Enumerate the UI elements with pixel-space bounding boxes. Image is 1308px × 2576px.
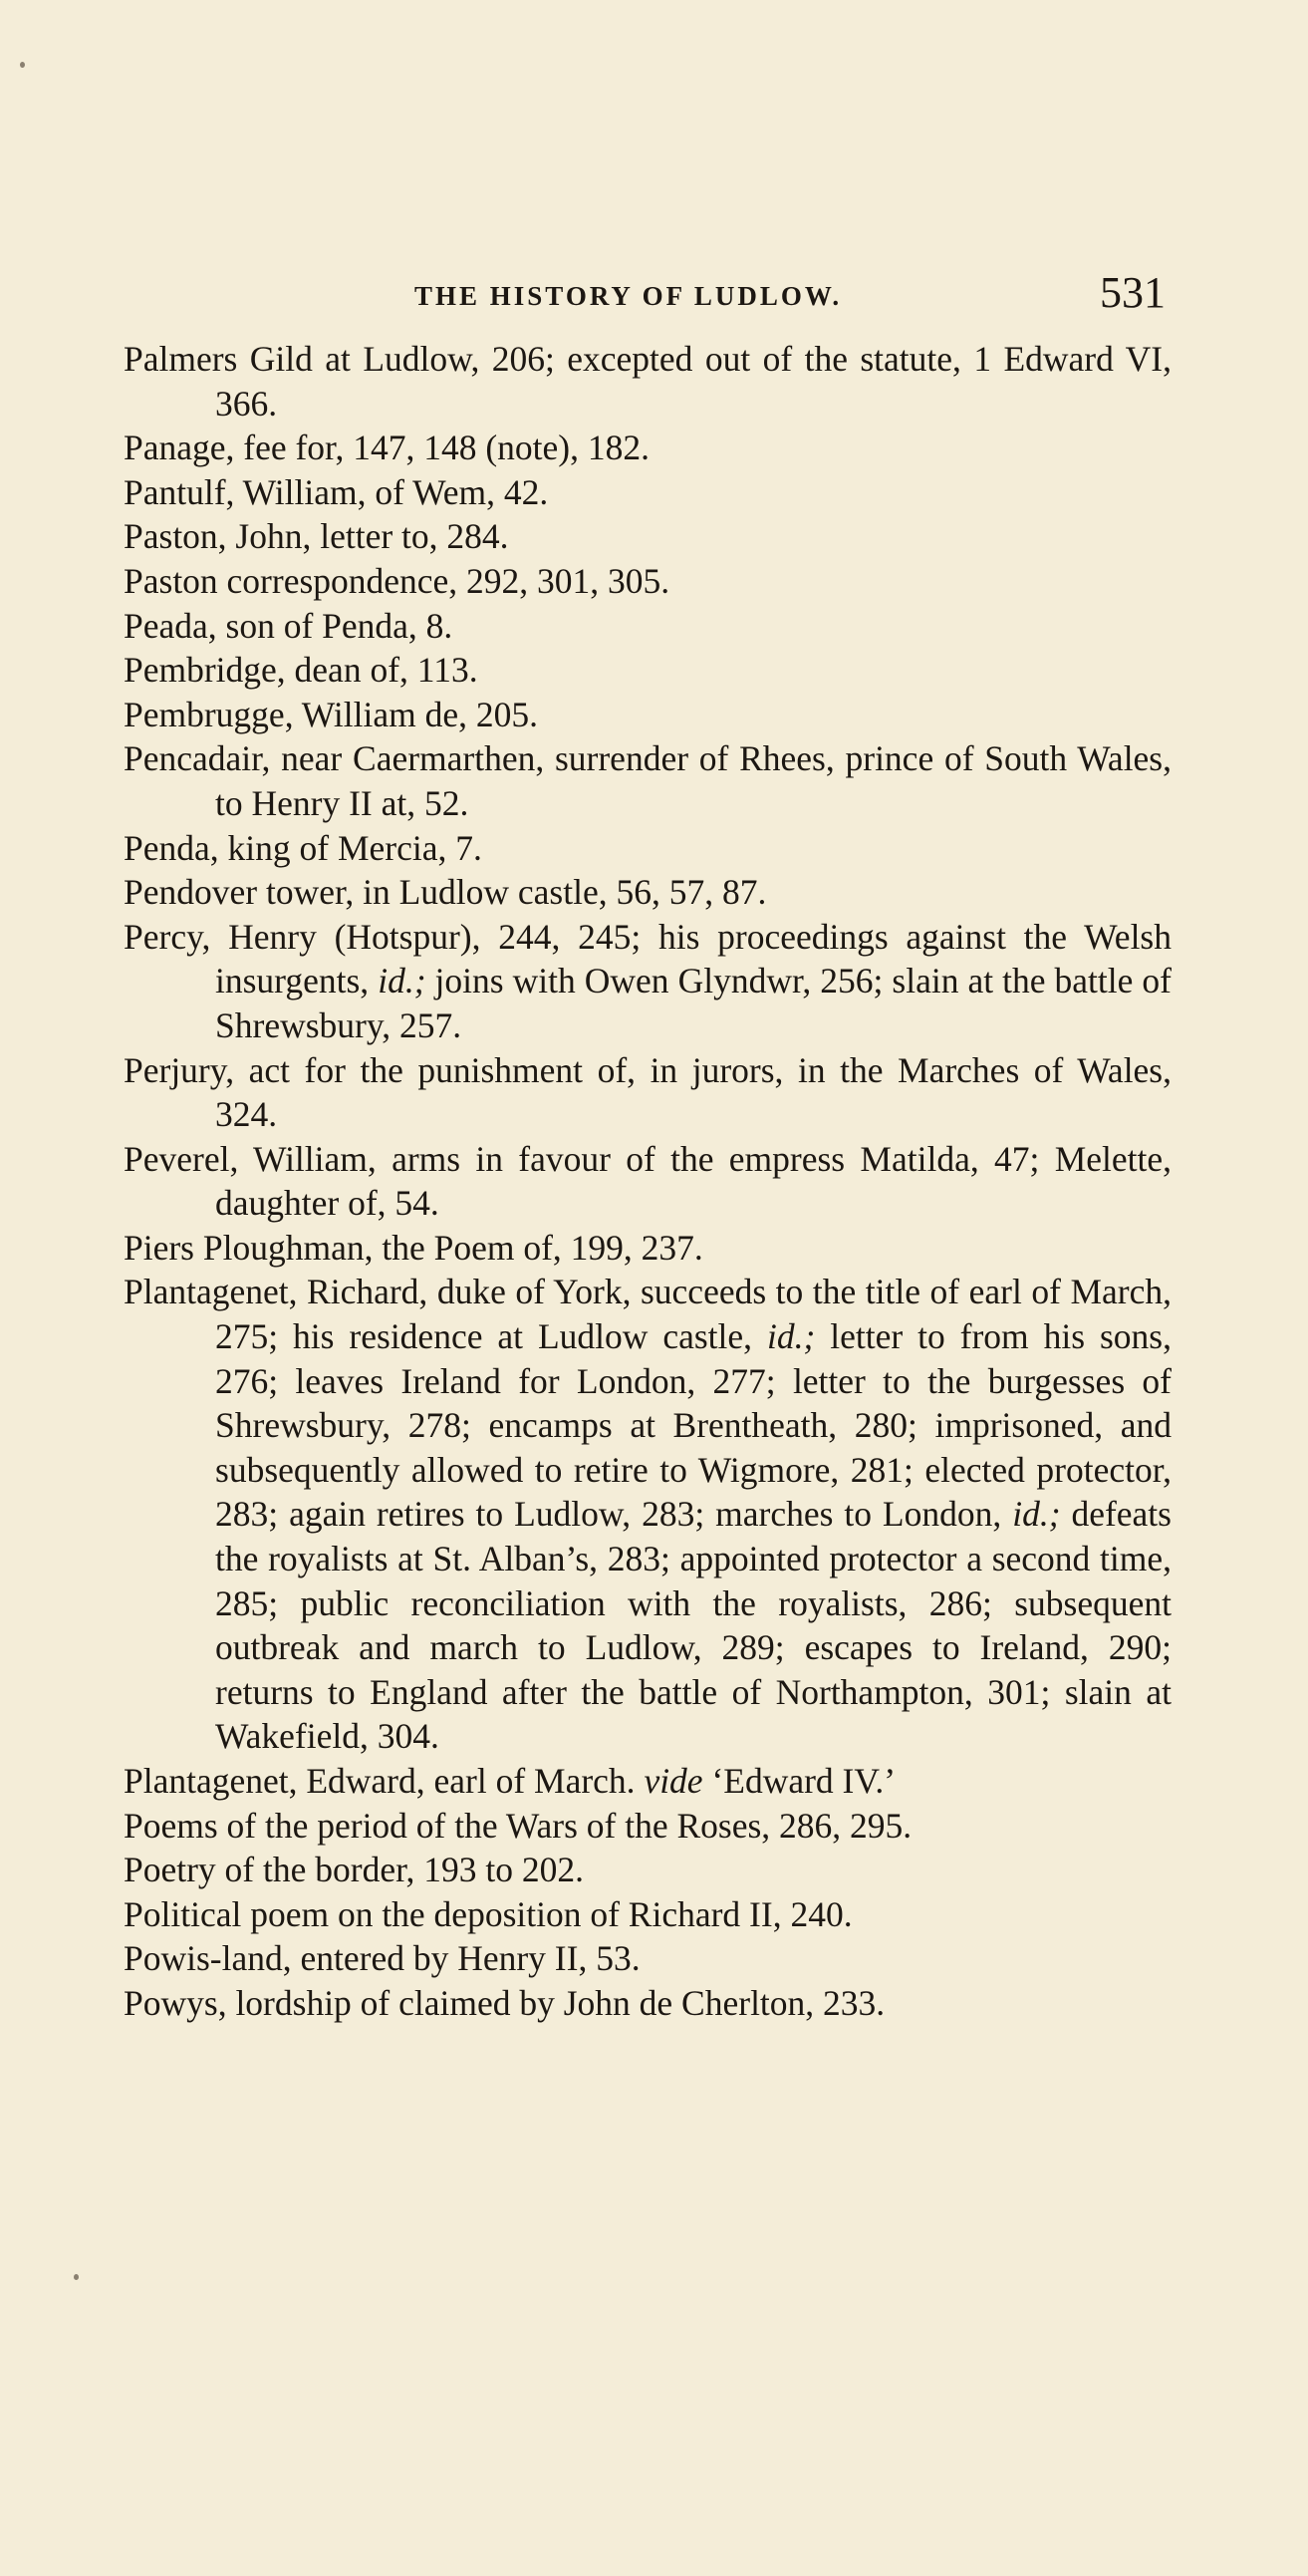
index-entry: Palmers Gild at Ludlow, 206; excepted out of the statute, 1 Edward VI, 366. bbox=[124, 339, 1172, 424]
running-title: THE HISTORY OF LUDLOW. bbox=[414, 281, 843, 311]
index-entry: Pendover tower, in Ludlow castle, 56, 57, 87. bbox=[124, 872, 767, 913]
index-entry: Poems of the period of the Wars of the Roses, 286, 295. bbox=[124, 1805, 913, 1846]
index-entry: Pembridge, dean of, 113. bbox=[124, 650, 478, 691]
index-entry: Piers Ploughman, the Poem of, 199, 237. bbox=[124, 1227, 703, 1268]
index-entry: Percy, Henry (Hotspur), 244, 245; his proceedings against the Welsh insurgents, id.; joins with Owen Glyndwr, 256; slain at the battle of Shrewsbury, 257. bbox=[124, 916, 1172, 1045]
page-number: 531 bbox=[1100, 268, 1166, 317]
running-head bbox=[120, 267, 1176, 317]
paper-speck bbox=[74, 2274, 79, 2280]
index-entry: Pencadair, near Caermarthen, surrender of Rhees, prince of South Wales, to Henry II at, 52. bbox=[124, 738, 1172, 823]
index-entry: Paston correspondence, 292, 301, 305. bbox=[124, 560, 670, 601]
index-entry: Plantagenet, Edward, earl of March. vide ‘Edward IV.’ bbox=[124, 1761, 897, 1801]
index-entry: Panage, fee for, 147, 148 (note), 182. bbox=[124, 428, 650, 468]
index-entry: Paston, John, letter to, 284. bbox=[124, 516, 509, 557]
index-entry: Political poem on the deposition of Richard II, 240. bbox=[124, 1893, 853, 1934]
index-entry: Perjury, act for the punishment of, in jurors, in the Marches of Wales, 324. bbox=[124, 1049, 1172, 1135]
index-entry: Powis-land, entered by Henry II, 53. bbox=[124, 1938, 641, 1979]
index-entry: Penda, king of Mercia, 7. bbox=[124, 827, 482, 868]
index-entry: Pembrugge, William de, 205. bbox=[124, 694, 538, 734]
index-entry: Pantulf, William, of Wem, 42. bbox=[124, 471, 549, 512]
index-entry: Poetry of the border, 193 to 202. bbox=[124, 1850, 584, 1890]
index-entry: Powys, lordship of claimed by John de Cherlton, 233. bbox=[124, 1982, 886, 2023]
paper-speck bbox=[20, 62, 25, 68]
index-entry: Plantagenet, Richard, duke of York, succeeds to the title of earl of March, 275; his residence at Ludlow castle, id.; letter to from his sons, 276; leaves Ireland for London, 277; letter to the burgesses of Shrewsbury, 278; encamps at Brentheath, 280; imprisoned, and subsequently allowed to retire to Wigmore, 281; elected protector, 283; again retires to Ludlow, 283; marches to London, id.; defeats the royalists at St. Alban’s, 283; appointed protector a second time, 285; public reconciliation with the royalists, 286; subsequent outbreak and march to Ludlow, 289; escapes to Ireland, 290; returns to England after the battle of Northampton, 301; slain at Wakefield, 304. bbox=[124, 1272, 1172, 1757]
index-entry: Peada, son of Penda, 8. bbox=[124, 605, 453, 646]
index-entry: Peverel, William, arms in favour of the empress Matilda, 47; Melette, daughter of, 54. bbox=[124, 1138, 1172, 1224]
index-entries bbox=[124, 337, 1172, 2026]
